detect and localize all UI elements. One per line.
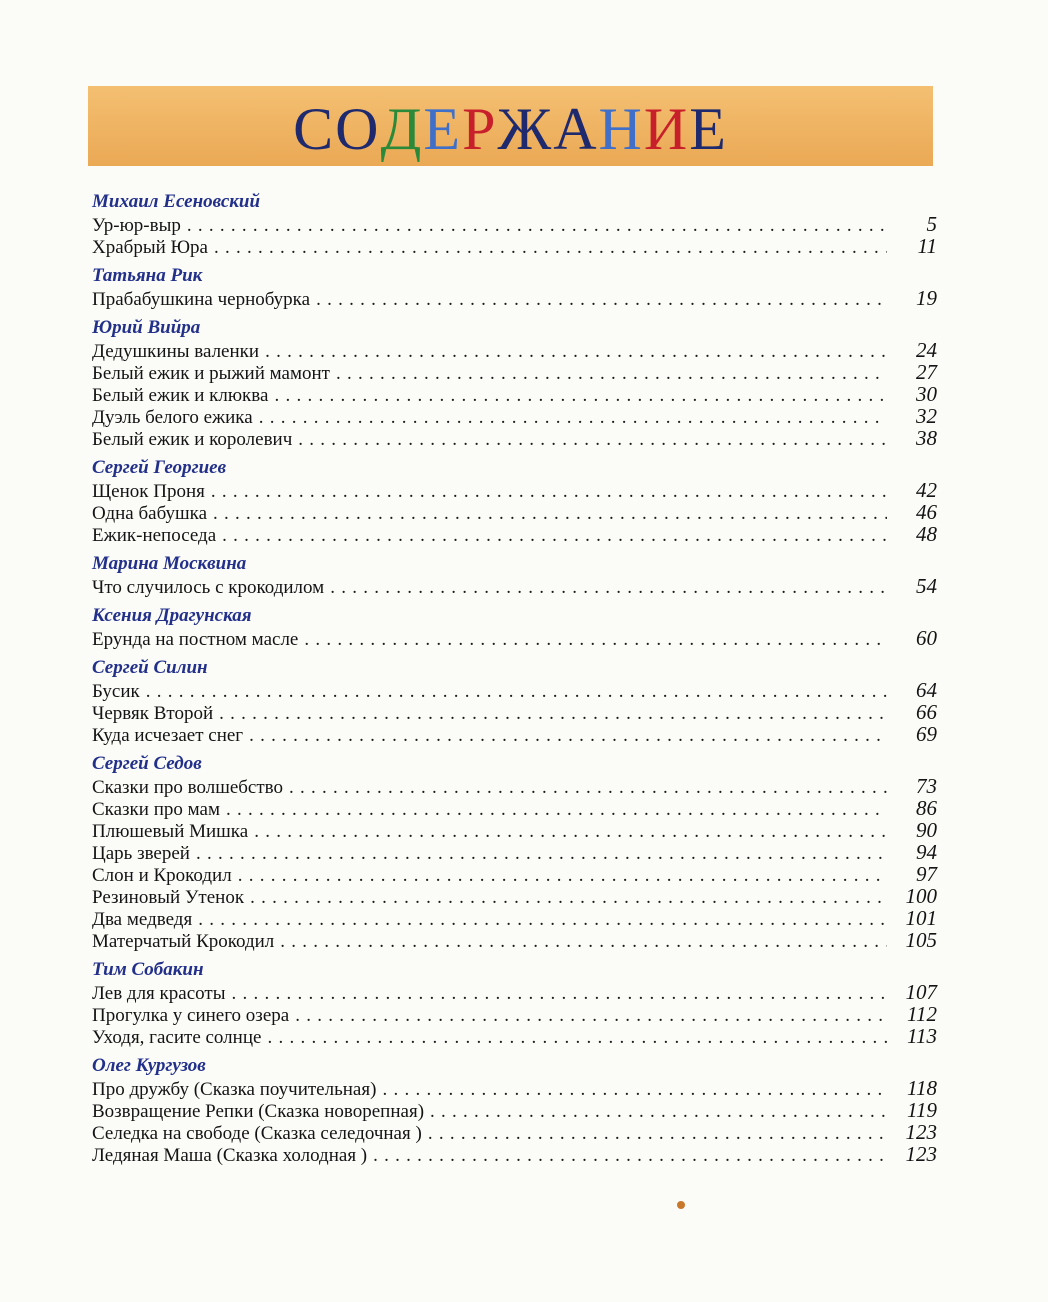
page-number: 30 xyxy=(916,382,937,406)
author-name: Ксения Драгунская xyxy=(92,605,252,626)
page-number: 48 xyxy=(916,522,937,546)
dot-leader xyxy=(214,237,887,259)
entry-title: Два медведя xyxy=(92,909,193,930)
title-letter: О xyxy=(335,96,381,162)
toc-entry xyxy=(92,863,937,885)
dot-leader xyxy=(250,887,887,909)
dot-leader xyxy=(295,1005,887,1027)
author-section xyxy=(92,958,937,1047)
toc-entry xyxy=(92,1003,937,1025)
page-number: 66 xyxy=(916,700,937,724)
dot-leader xyxy=(298,429,887,451)
page-number: 107 xyxy=(905,980,937,1004)
page-number: 32 xyxy=(916,404,937,428)
author-name: Сергей Седов xyxy=(92,753,202,774)
entry-title: Матерчатый Крокодил xyxy=(92,931,275,952)
entry-title: Ур-юр-выр xyxy=(92,215,181,236)
entry-title: Что случилось с крокодилом xyxy=(92,577,325,598)
author-section xyxy=(92,1054,937,1165)
author-section xyxy=(92,752,937,951)
page-number: 105 xyxy=(905,928,937,952)
dot-leader xyxy=(267,1027,887,1049)
author-section xyxy=(92,604,937,649)
dot-leader xyxy=(304,629,887,651)
page-number: 5 xyxy=(926,212,937,236)
entry-title: Прогулка у синего озера xyxy=(92,1005,290,1026)
author-section xyxy=(92,264,937,309)
entry-title: Лев для красоты xyxy=(92,983,226,1004)
author-name: Сергей Георгиев xyxy=(92,457,227,478)
toc-entry xyxy=(92,501,937,523)
dot-leader xyxy=(259,407,887,429)
toc-entry xyxy=(92,627,937,649)
author-name: Сергей Силин xyxy=(92,657,208,678)
entry-title: Возвращение Репки (Сказка новорепная) xyxy=(92,1101,425,1122)
page-number: 38 xyxy=(916,426,937,450)
page-number: 94 xyxy=(916,840,937,864)
dot-leader xyxy=(428,1123,887,1145)
entry-title: Храбрый Юра xyxy=(92,237,208,258)
toc-entry xyxy=(92,1077,937,1099)
entry-title: Куда исчезает снег xyxy=(92,725,244,746)
toc-entry xyxy=(92,819,937,841)
toc-entry xyxy=(92,679,937,701)
dot-leader xyxy=(274,385,887,407)
author-section xyxy=(92,656,937,745)
page-number: 118 xyxy=(907,1076,937,1100)
dot-leader xyxy=(289,777,887,799)
entry-title: Щенок Проня xyxy=(92,481,205,502)
title-letter: Ж xyxy=(497,96,554,162)
dot-leader xyxy=(430,1101,887,1123)
page-number: 42 xyxy=(916,478,937,502)
dot-leader xyxy=(330,577,887,599)
dot-leader xyxy=(316,289,887,311)
entry-title: Белый ежик и клюква xyxy=(92,385,269,406)
dot-leader xyxy=(196,843,887,865)
page-number: 54 xyxy=(916,574,937,598)
title-letter: Е xyxy=(689,96,728,162)
dot-leader xyxy=(280,931,887,953)
author-name: Юрий Вийра xyxy=(92,317,201,338)
author-name: Тим Собакин xyxy=(92,959,204,980)
entry-title: Царь зверей xyxy=(92,843,190,864)
entry-title: Плюшевый Мишка xyxy=(92,821,249,842)
toc-entry xyxy=(92,361,937,383)
toc-entry xyxy=(92,479,937,501)
dot-leader xyxy=(187,215,887,237)
toc-entry xyxy=(92,1099,937,1121)
page-number: 112 xyxy=(907,1002,937,1026)
dot-leader xyxy=(222,525,887,547)
dot-leader xyxy=(146,681,887,703)
dot-leader xyxy=(336,363,887,385)
author-name: Олег Кургузов xyxy=(92,1055,206,1076)
toc-entry xyxy=(92,287,937,309)
dot-leader xyxy=(265,341,887,363)
dot-leader xyxy=(373,1145,887,1167)
page-title xyxy=(293,96,728,162)
author-section xyxy=(92,316,937,449)
title-letter: Р xyxy=(462,96,498,162)
toc-entry xyxy=(92,339,937,361)
author-name: Марина Москвина xyxy=(92,553,247,574)
toc-entry xyxy=(92,213,937,235)
entry-title: Слон и Крокодил xyxy=(92,865,232,886)
toc-entry xyxy=(92,775,937,797)
page-number: 46 xyxy=(916,500,937,524)
author-name: Михаил Есеновский xyxy=(92,191,261,212)
page-number: 64 xyxy=(916,678,937,702)
entry-title: Дуэль белого ежика xyxy=(92,407,253,428)
page-number: 90 xyxy=(916,818,937,842)
toc-entry xyxy=(92,701,937,723)
dot-leader xyxy=(211,481,887,503)
toc-entry xyxy=(92,929,937,951)
title-letter: Н xyxy=(598,96,644,162)
title-banner xyxy=(88,86,933,166)
dot-leader xyxy=(198,909,887,931)
page-number: 27 xyxy=(916,360,937,384)
toc-entry xyxy=(92,1025,937,1047)
dot-leader xyxy=(231,983,887,1005)
entry-title: Червяк Второй xyxy=(92,703,214,724)
title-letter: Д xyxy=(380,96,424,162)
page-number: 24 xyxy=(916,338,937,362)
toc-entry xyxy=(92,1143,937,1165)
page-number: 73 xyxy=(916,774,937,798)
toc-entry xyxy=(92,383,937,405)
entry-title: Уходя, гасите солнце xyxy=(92,1027,262,1048)
entry-title: Белый ежик и рыжий мамонт xyxy=(92,363,330,384)
toc-entry xyxy=(92,981,937,1003)
page-number: 100 xyxy=(905,884,937,908)
toc-entry xyxy=(92,841,937,863)
entry-title: Дедушкины валенки xyxy=(92,341,260,362)
author-section xyxy=(92,190,937,257)
decorative-dot xyxy=(677,1201,685,1209)
entry-title: Ледяная Маша (Сказка холодная ) xyxy=(92,1145,368,1166)
dot-leader xyxy=(382,1079,887,1101)
dot-leader xyxy=(254,821,887,843)
page-number: 60 xyxy=(916,626,937,650)
title-letter: А xyxy=(553,96,599,162)
toc-entry xyxy=(92,723,937,745)
page-number: 113 xyxy=(907,1024,937,1048)
dot-leader xyxy=(213,503,887,525)
title-letter: С xyxy=(293,96,336,162)
toc-entry xyxy=(92,405,937,427)
entry-title: Резиновый Утенок xyxy=(92,887,245,908)
title-letter: И xyxy=(643,96,690,162)
entry-title: Сказки про мам xyxy=(92,799,220,820)
page-number: 119 xyxy=(907,1098,937,1122)
toc-entry xyxy=(92,885,937,907)
page-number: 86 xyxy=(916,796,937,820)
entry-title: Сказки про волшебство xyxy=(92,777,284,798)
entry-title: Прабабушкина чернобурка xyxy=(92,289,311,310)
entry-title: Бусик xyxy=(92,681,140,702)
page-number: 19 xyxy=(916,286,937,310)
page-number: 123 xyxy=(905,1120,937,1144)
page-number: 123 xyxy=(905,1142,937,1166)
entry-title: Ерунда на постном масле xyxy=(92,629,299,650)
page-number: 97 xyxy=(916,862,937,886)
dot-leader xyxy=(238,865,887,887)
page-number: 69 xyxy=(916,722,937,746)
page-number: 11 xyxy=(917,234,937,258)
toc-entry xyxy=(92,427,937,449)
toc-entry xyxy=(92,907,937,929)
entry-title: Ежик-непоседа xyxy=(92,525,217,546)
toc-entry xyxy=(92,523,937,545)
table-of-contents xyxy=(92,190,937,1172)
toc-entry xyxy=(92,797,937,819)
author-section xyxy=(92,552,937,597)
toc-entry xyxy=(92,235,937,257)
title-letter: Е xyxy=(423,96,463,162)
dot-leader xyxy=(249,725,887,747)
author-name: Татьяна Рик xyxy=(92,265,203,286)
entry-title: Про дружбу (Сказка поучительная) xyxy=(92,1079,377,1100)
page-number: 101 xyxy=(905,906,937,930)
toc-entry xyxy=(92,1121,937,1143)
author-section xyxy=(92,456,937,545)
entry-title: Белый ежик и королевич xyxy=(92,429,293,450)
entry-title: Одна бабушка xyxy=(92,503,208,524)
entry-title: Селедка на свободе (Сказка селедочная ) xyxy=(92,1123,422,1144)
toc-entry xyxy=(92,575,937,597)
dot-leader xyxy=(226,799,887,821)
dot-leader xyxy=(219,703,887,725)
